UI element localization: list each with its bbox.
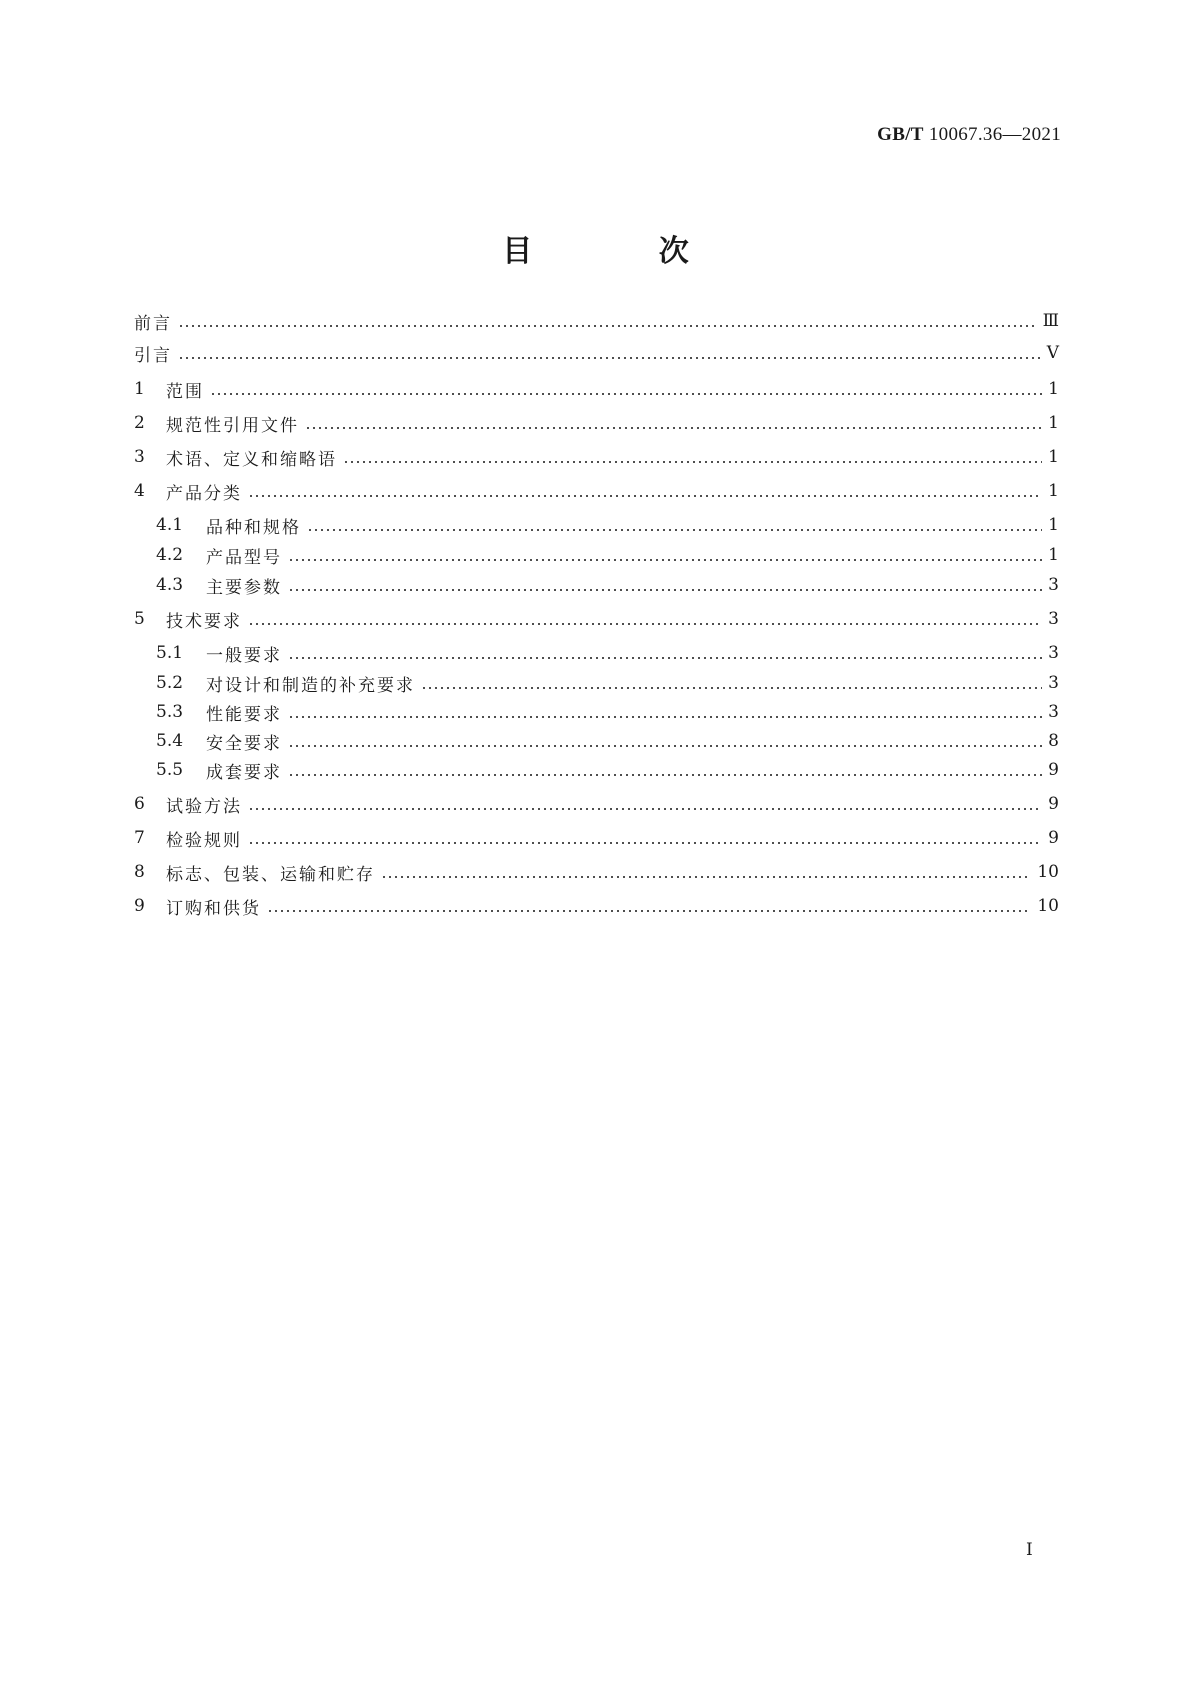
dot-leader	[381, 867, 1031, 879]
toc-entry-title: 标志、包装、运输和贮存	[166, 864, 375, 885]
dot-leader	[288, 580, 1042, 592]
toc-entry-title: 产品型号	[206, 547, 282, 568]
dot-leader	[210, 384, 1042, 396]
toc-entry-number: 4.3	[156, 575, 184, 595]
toc-entry[interactable]	[156, 641, 1059, 665]
toc-entry-number: 5.5	[156, 760, 184, 780]
toc-entry[interactable]	[134, 341, 1059, 365]
toc-entry-title: 成套要求	[206, 762, 282, 783]
toc-entry-page: 1	[1048, 379, 1059, 399]
toc-entry-number: 5.4	[156, 731, 184, 751]
toc-entry-title: 检验规则	[166, 830, 242, 851]
page-number: Ⅰ	[1026, 1540, 1033, 1560]
toc-entry[interactable]	[156, 700, 1059, 724]
toc-entry[interactable]	[134, 792, 1059, 816]
toc-entry-page: 3	[1048, 702, 1059, 722]
toc-entry-number: 4.1	[156, 515, 184, 535]
toc-entry[interactable]	[156, 513, 1059, 537]
toc-entry-number: 2	[134, 413, 145, 433]
dot-leader	[248, 614, 1042, 626]
standard-prefix: GB/T	[877, 124, 924, 145]
toc-entry-title: 试验方法	[166, 796, 242, 817]
toc-entry[interactable]	[134, 309, 1059, 333]
toc-entry-page: 10	[1037, 862, 1059, 882]
toc-entry[interactable]	[156, 573, 1059, 597]
toc-entry[interactable]	[156, 729, 1059, 753]
toc-entry-number: 5.3	[156, 702, 184, 722]
toc-entry-page: 3	[1048, 643, 1059, 663]
toc-entry-title: 规范性引用文件	[166, 415, 299, 436]
toc-entry-number: 8	[134, 862, 145, 882]
toc-entry[interactable]	[134, 377, 1059, 401]
toc-entry-page: 1	[1048, 447, 1059, 467]
dot-leader	[248, 799, 1042, 811]
dot-leader	[248, 833, 1042, 845]
toc-title: 目 次	[502, 234, 747, 269]
toc-entry[interactable]	[134, 445, 1059, 469]
toc-entry[interactable]	[156, 543, 1059, 567]
dot-leader	[248, 486, 1042, 498]
toc-entry-number: 5.1	[156, 643, 184, 663]
toc-entry-page: Ⅴ	[1046, 343, 1059, 363]
toc-entry-page: 3	[1048, 575, 1059, 595]
toc-entry[interactable]	[134, 860, 1059, 884]
toc-entry-page: 1	[1048, 413, 1059, 433]
toc-entry-title: 产品分类	[166, 483, 242, 504]
toc-entry[interactable]	[134, 826, 1059, 850]
toc-entry-page: 8	[1048, 731, 1059, 751]
dot-leader	[288, 736, 1042, 748]
toc-entry-page: 1	[1048, 515, 1059, 535]
toc-entry-number: 5.2	[156, 673, 184, 693]
toc-entry-title: 技术要求	[166, 611, 242, 632]
toc-entry-title: 范围	[166, 381, 204, 402]
toc-entry-page: Ⅲ	[1042, 311, 1059, 331]
standard-number: 10067.36—2021	[928, 124, 1061, 145]
dot-leader	[288, 648, 1042, 660]
dot-leader	[178, 348, 1041, 360]
toc-entry[interactable]	[134, 411, 1059, 435]
dot-leader	[267, 901, 1031, 913]
toc-entry-title: 对设计和制造的补充要求	[206, 675, 415, 696]
toc-entry-title: 术语、定义和缩略语	[166, 449, 337, 470]
toc-entry-page: 9	[1048, 828, 1059, 848]
toc-entry[interactable]	[134, 607, 1059, 631]
toc-entry-title: 主要参数	[206, 577, 282, 598]
toc-entry-page: 3	[1048, 609, 1059, 629]
toc-entry-number: 4	[134, 481, 145, 501]
toc-entry-number: 7	[134, 828, 145, 848]
toc-entry-number: 3	[134, 447, 145, 467]
toc-entry-page: 3	[1048, 673, 1059, 693]
toc-entry[interactable]	[156, 671, 1059, 695]
toc-entry-title: 引言	[134, 345, 172, 366]
toc-entry-title: 安全要求	[206, 733, 282, 754]
toc-entry-number: 9	[134, 896, 145, 916]
toc-entry-number: 6	[134, 794, 145, 814]
toc-entry[interactable]	[134, 894, 1059, 918]
toc-entry-page: 1	[1048, 545, 1059, 565]
toc-entry-title: 前言	[134, 313, 172, 334]
dot-leader	[288, 707, 1042, 719]
toc-entry-page: 10	[1037, 896, 1059, 916]
toc-entry-title: 品种和规格	[206, 517, 301, 538]
dot-leader	[178, 316, 1037, 328]
dot-leader	[288, 765, 1042, 777]
toc-entry-title: 性能要求	[206, 704, 282, 725]
toc-entry-page: 9	[1048, 760, 1059, 780]
dot-leader	[343, 452, 1042, 464]
toc-entry-number: 5	[134, 609, 145, 629]
toc-entry-number: 4.2	[156, 545, 184, 565]
dot-leader	[305, 418, 1042, 430]
toc-entry[interactable]	[156, 758, 1059, 782]
dot-leader	[288, 550, 1042, 562]
dot-leader	[307, 520, 1042, 532]
toc-entry[interactable]	[134, 479, 1059, 503]
toc-entry-page: 9	[1048, 794, 1059, 814]
toc-entry-number: 1	[134, 379, 145, 399]
toc-entry-page: 1	[1048, 481, 1059, 501]
toc-entry-title: 一般要求	[206, 645, 282, 666]
standard-code	[877, 124, 1061, 146]
toc-entry-title: 订购和供货	[166, 898, 261, 919]
dot-leader	[421, 678, 1042, 690]
